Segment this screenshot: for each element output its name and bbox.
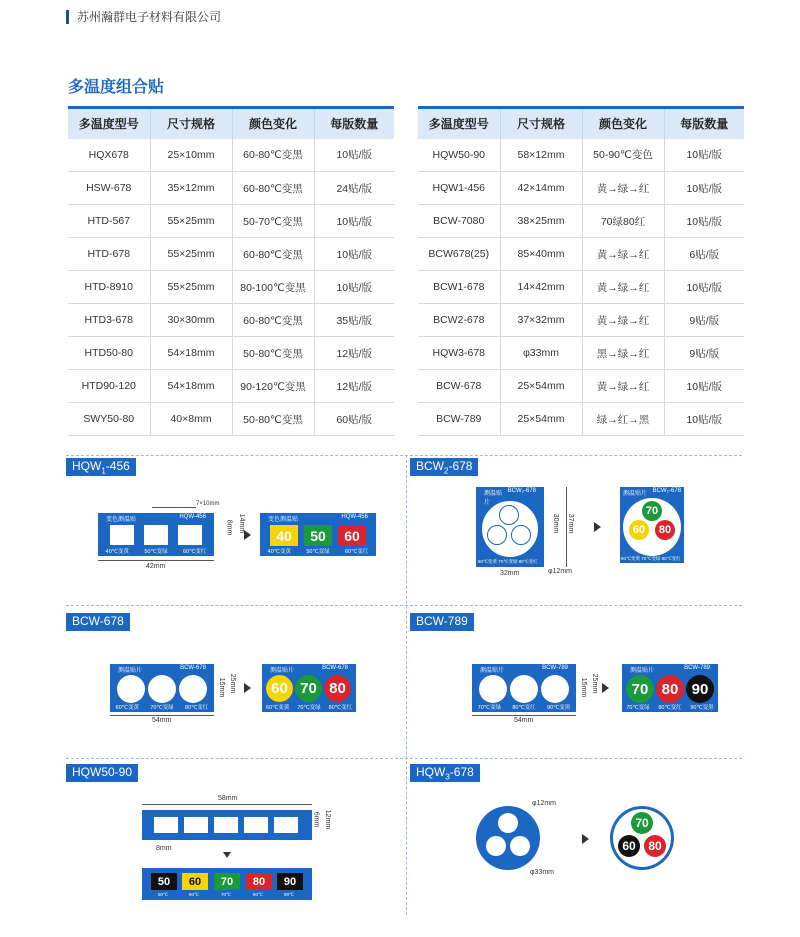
temp-label: 90℃变黑 — [546, 704, 571, 711]
sticker-label-right: BCW-789 — [684, 665, 710, 671]
spec-table-left — [68, 106, 394, 436]
dim-label: 15mm — [218, 677, 226, 698]
panel-tag-bcw789: BCW-789 — [410, 613, 474, 631]
table-row — [68, 205, 394, 238]
table-cell: HSW-678 — [68, 172, 150, 205]
temp-dot-red: 80 — [324, 675, 351, 702]
arrow-icon — [602, 683, 609, 693]
sticker-label-left: 测温贴片 — [623, 491, 648, 497]
col-header: 每版数量 — [314, 108, 394, 139]
table-cell: 35×12mm — [150, 172, 232, 205]
sticker-window — [510, 836, 530, 856]
table-row — [68, 403, 394, 436]
table-row — [68, 271, 394, 304]
dim-label: φ12mm — [548, 568, 572, 575]
table-row — [418, 205, 744, 238]
col-header: 多温度型号 — [68, 108, 150, 139]
sticker-hqw3 — [476, 806, 540, 870]
table-cell: HTD3-678 — [68, 304, 150, 337]
table-cell: 10贴/版 — [664, 139, 744, 172]
section-title: 多温度组合贴 — [68, 79, 165, 96]
col-header: 尺寸规格 — [150, 108, 232, 139]
temp-cell-red: 80 — [246, 873, 272, 890]
table-cell: 10贴/版 — [314, 139, 394, 172]
company-name: 苏州瀚群电子材料有限公司 — [77, 10, 222, 24]
table-cell: 50-70℃变黑 — [232, 205, 314, 238]
temp-dot-green: 70 — [642, 501, 662, 521]
table-cell: HTD50-80 — [68, 337, 150, 370]
sticker-window — [110, 525, 134, 545]
temp-cell-black: 90 — [277, 873, 303, 890]
table-cell: HTD-567 — [68, 205, 150, 238]
dim-label: 54mm — [152, 717, 172, 724]
temp-label: 60℃变黄 70℃变绿 80℃变红 — [621, 556, 681, 561]
table-cell: 55×25mm — [150, 271, 232, 304]
dim-label: 30mm — [552, 513, 560, 534]
sticker-label-right: BCW₂-678 — [652, 488, 681, 494]
arrow-icon — [244, 683, 251, 693]
table-cell: HQW50-90 — [418, 139, 500, 172]
temp-cell-black: 50 — [151, 873, 177, 890]
table-cell: 38×25mm — [500, 205, 582, 238]
sticker-label-left: 测温贴片 — [270, 668, 295, 674]
temp-cell-yellow: 60 — [182, 873, 208, 890]
dim-label: 14mm — [238, 513, 246, 534]
sticker-window — [178, 525, 202, 545]
dim-line — [110, 715, 214, 716]
table-cell: HQW1-456 — [418, 172, 500, 205]
table-cell: 50-80℃变黑 — [232, 403, 314, 436]
table-cell: 25×54mm — [500, 403, 582, 436]
temp-label: 60℃变黄 — [115, 704, 139, 711]
panel-tag-bcw678: BCW-678 — [66, 613, 130, 631]
sticker-window — [154, 817, 178, 833]
table-cell: 54×18mm — [150, 370, 232, 403]
dim-label: 58mm — [218, 795, 238, 802]
sticker-label-left: 测温贴片 — [118, 668, 143, 674]
table-cell: 10贴/版 — [314, 238, 394, 271]
table-row — [68, 238, 394, 271]
dim-label: 15mm — [580, 677, 588, 698]
sticker-window — [541, 675, 569, 703]
table-cell: 9贴/版 — [664, 304, 744, 337]
arrow-icon — [582, 834, 589, 844]
table-cell: 60-80℃变黑 — [232, 238, 314, 271]
temp-label: 40℃变黄 — [105, 548, 129, 555]
table-cell: 85×40mm — [500, 238, 582, 271]
table-row — [68, 337, 394, 370]
temp-label: 80℃ — [253, 892, 264, 897]
dim-label: 8mm — [225, 519, 233, 536]
table-cell: 绿→红→黑 — [582, 403, 664, 436]
table-header-row — [418, 108, 744, 139]
sticker-bcw678 — [110, 664, 214, 712]
temp-dot-green: 70 — [626, 675, 654, 703]
temp-dot-black: 60 — [618, 835, 640, 857]
table-row — [418, 337, 744, 370]
table-cell: 10贴/版 — [664, 370, 744, 403]
table-cell: 10贴/版 — [664, 205, 744, 238]
sticker-window — [179, 675, 207, 703]
table-cell: 80-100℃变黑 — [232, 271, 314, 304]
sticker-bcw678-colored — [262, 664, 356, 712]
table-cell: HTD-678 — [68, 238, 150, 271]
sticker-bcw2-colored — [620, 487, 684, 563]
temp-label: 70℃变绿 — [150, 704, 174, 711]
temp-dot-red: 80 — [644, 835, 666, 857]
table-row — [68, 370, 394, 403]
temp-label: 60℃变红 — [344, 548, 369, 555]
table-cell: 黄→绿→红 — [582, 238, 664, 271]
sticker-bcw789 — [472, 664, 576, 712]
table-cell: 10贴/版 — [314, 271, 394, 304]
table-cell: 25×54mm — [500, 370, 582, 403]
table-cell: 60-80℃变黑 — [232, 139, 314, 172]
table-row — [418, 304, 744, 337]
header-accent-bar — [66, 10, 69, 24]
temp-label: 70℃变绿 — [626, 704, 650, 711]
panel-tag-hqw5090: HQW50-90 — [66, 764, 138, 782]
sticker-label-left: 变色测温贴 — [268, 517, 299, 523]
dim-label: 32mm — [500, 570, 520, 577]
table-cell: 37×32mm — [500, 304, 582, 337]
panel-tag-hqw1: $HQW_1-456$ — [66, 458, 136, 476]
temp-label: 70℃变绿 — [297, 704, 321, 711]
col-header: 颜色变化 — [232, 108, 314, 139]
sticker-hqw5090-colored — [142, 868, 312, 900]
table-cell: BCW-7080 — [418, 205, 500, 238]
dim-label: 54mm — [514, 717, 534, 724]
divider — [406, 455, 407, 915]
dim-line — [472, 715, 576, 716]
col-header: 颜色变化 — [582, 108, 664, 139]
table-cell: 54×18mm — [150, 337, 232, 370]
table-cell: HTD90-120 — [68, 370, 150, 403]
table-row — [68, 172, 394, 205]
table-cell: 70绿80红 — [582, 205, 664, 238]
table-cell: BCW1-678 — [418, 271, 500, 304]
sticker-window — [487, 525, 507, 545]
dim-label: φ33mm — [530, 869, 554, 876]
temp-label: 90℃变黑 — [690, 704, 714, 711]
table-cell: 60贴/版 — [314, 403, 394, 436]
temp-label: 40℃变黄 — [267, 548, 291, 555]
table-cell: 55×25mm — [150, 205, 232, 238]
sticker-label-right: HQW-456 — [179, 514, 206, 520]
table-row — [418, 370, 744, 403]
sticker-window — [274, 817, 298, 833]
dim-line — [152, 507, 196, 508]
divider — [66, 455, 742, 456]
table-cell: 60-80℃变黑 — [232, 304, 314, 337]
table-header-row — [68, 108, 394, 139]
temp-dot-red: 80 — [656, 675, 684, 703]
dim-label: 25mm — [229, 673, 237, 694]
temp-dot-green: 70 — [631, 812, 653, 834]
table-cell: 25×10mm — [150, 139, 232, 172]
sticker-window — [499, 505, 519, 525]
col-header: 多温度型号 — [418, 108, 500, 139]
temp-cell-green: 50 — [304, 525, 332, 546]
table-cell: 50-80℃变黑 — [232, 337, 314, 370]
table-row — [418, 172, 744, 205]
table-cell: BCW678(25) — [418, 238, 500, 271]
sticker-bcw2 — [476, 487, 544, 567]
table-cell: 10贴/版 — [664, 172, 744, 205]
table-cell: 60-80℃变黑 — [232, 172, 314, 205]
temp-cell-green: 70 — [214, 873, 240, 890]
sticker-label-right: BCW-678 — [180, 665, 206, 671]
table-cell: 55×25mm — [150, 238, 232, 271]
temp-cell-yellow: 40 — [270, 525, 298, 546]
temp-dot-red: 80 — [655, 520, 675, 540]
sticker-window — [498, 813, 518, 833]
table-cell: BCW2-678 — [418, 304, 500, 337]
table-row — [68, 139, 394, 172]
temp-label: 60℃ — [189, 892, 200, 897]
table-cell: BCW-789 — [418, 403, 500, 436]
spec-table-right — [418, 106, 744, 436]
dim-line — [98, 560, 214, 561]
sticker-window — [117, 675, 145, 703]
temp-cell-red: 60 — [338, 525, 366, 546]
sticker-hqw1 — [98, 513, 214, 556]
sticker-hqw3-colored — [610, 806, 674, 870]
sticker-label-right: BCW-789 — [542, 665, 568, 671]
table-cell: 14×42mm — [500, 271, 582, 304]
sticker-label-right: BCW₂-678 — [507, 488, 536, 494]
table-row — [418, 271, 744, 304]
temp-label: 80℃变红 — [328, 704, 352, 711]
sticker-window — [184, 817, 208, 833]
temp-label: 80℃变红 — [512, 704, 536, 711]
sticker-window — [144, 525, 168, 545]
col-header: 尺寸规格 — [500, 108, 582, 139]
table-cell: 12贴/版 — [314, 337, 394, 370]
dim-label: 42mm — [146, 563, 166, 570]
sticker-hqw5090 — [142, 810, 312, 840]
dim-label: 7×10mm — [196, 501, 220, 507]
table-cell: 40×8mm — [150, 403, 232, 436]
arrow-icon — [244, 530, 251, 540]
table-cell: 24贴/版 — [314, 172, 394, 205]
table-row — [418, 238, 744, 271]
sticker-window — [511, 525, 531, 545]
temp-label: 80℃变红 — [184, 704, 209, 711]
dim-label: φ12mm — [532, 800, 556, 807]
temp-label: 70℃ — [221, 892, 232, 897]
sticker-label-left: 测温贴片 — [480, 668, 505, 674]
divider — [66, 605, 742, 606]
sticker-label-left: 变色测温贴 — [106, 517, 137, 523]
table-cell: 12贴/版 — [314, 370, 394, 403]
sticker-window — [479, 675, 507, 703]
temp-label: 50℃ — [158, 892, 169, 897]
table-cell: 6贴/版 — [664, 238, 744, 271]
dim-label: 8mm — [156, 845, 172, 852]
table-cell: SWY50-80 — [68, 403, 150, 436]
table-cell: 35贴/版 — [314, 304, 394, 337]
temp-dot-yellow: 60 — [629, 520, 649, 540]
sticker-label-right: BCW-678 — [322, 665, 348, 671]
temp-dot-yellow: 60 — [266, 675, 293, 702]
dim-label: 37mm — [567, 513, 575, 534]
table-cell: φ33mm — [500, 337, 582, 370]
sticker-label-right: HQW-456 — [341, 514, 368, 520]
table-cell: 黄→绿→红 — [582, 172, 664, 205]
temp-dot-black: 90 — [686, 675, 714, 703]
sticker-bcw789-colored — [622, 664, 718, 712]
table-cell: HQX678 — [68, 139, 150, 172]
sticker-window — [486, 836, 506, 856]
temp-label: 80℃变红 — [658, 704, 682, 711]
dim-label: 6mm — [312, 811, 320, 828]
table-cell: 42×14mm — [500, 172, 582, 205]
table-cell: 90-120℃变黑 — [232, 370, 314, 403]
temp-dot-green: 70 — [295, 675, 322, 702]
table-cell: HQW3-678 — [418, 337, 500, 370]
sticker-label-left: 测温贴片 — [484, 491, 503, 506]
sticker-window — [148, 675, 176, 703]
dim-line — [142, 804, 312, 805]
table-cell: 黄→绿→红 — [582, 370, 664, 403]
temp-label: 50℃变绿 — [306, 548, 330, 555]
sticker-window — [214, 817, 238, 833]
temp-label: 60℃变黄 — [266, 704, 290, 711]
dim-line — [566, 487, 567, 567]
arrow-down-icon — [223, 852, 231, 858]
dim-label: 12mm — [324, 809, 332, 830]
page-header — [66, 8, 221, 25]
table-cell: 黑→绿→红 — [582, 337, 664, 370]
table-cell: 10贴/版 — [664, 403, 744, 436]
table-cell: BCW-678 — [418, 370, 500, 403]
panel-tag-hqw3: $HQW_3-678$ — [410, 764, 480, 782]
table-cell: 50-90℃变色 — [582, 139, 664, 172]
table-cell: 10贴/版 — [664, 271, 744, 304]
temp-label: 70℃变绿 — [477, 704, 501, 711]
sticker-hqw1-colored — [260, 513, 376, 556]
dim-label: 25mm — [591, 673, 599, 694]
table-cell: 9贴/版 — [664, 337, 744, 370]
arrow-icon — [594, 522, 601, 532]
temp-label: 90℃ — [284, 892, 295, 897]
table-cell: 30×30mm — [150, 304, 232, 337]
col-header: 每版数量 — [664, 108, 744, 139]
table-row — [418, 403, 744, 436]
temp-label: 60℃变红 — [182, 548, 207, 555]
table-row — [68, 304, 394, 337]
temp-label: 60℃变黄 70℃变绿 80℃变红 — [478, 559, 538, 564]
divider — [66, 758, 742, 759]
table-cell: 黄→绿→红 — [582, 304, 664, 337]
table-cell: 10贴/版 — [314, 205, 394, 238]
table-cell: HTD-8910 — [68, 271, 150, 304]
temp-label: 50℃变绿 — [144, 548, 168, 555]
sticker-label-left: 测温贴片 — [630, 668, 655, 674]
panel-tag-bcw2: $BCW_2-678$ — [410, 458, 478, 476]
sticker-window — [244, 817, 268, 833]
table-row — [418, 139, 744, 172]
sticker-window — [510, 675, 538, 703]
table-cell: 58×12mm — [500, 139, 582, 172]
table-cell: 黄→绿→红 — [582, 271, 664, 304]
